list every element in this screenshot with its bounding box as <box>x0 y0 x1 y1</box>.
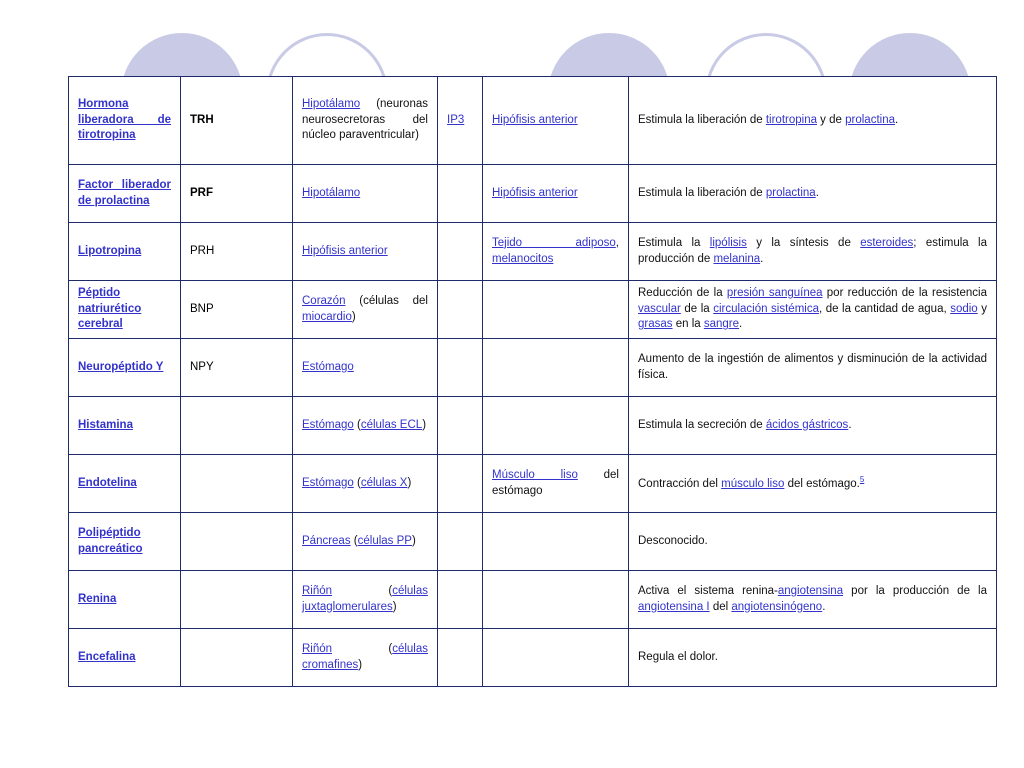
cell-text: del <box>709 600 732 613</box>
wiki-link[interactable]: Páncreas <box>302 534 351 547</box>
wiki-link[interactable]: células PP <box>357 534 412 547</box>
wiki-link[interactable]: melanocitos <box>492 252 554 265</box>
mechanism-cell <box>438 281 483 339</box>
wiki-link[interactable]: angiotensinógeno <box>731 600 823 613</box>
wiki-link[interactable]: células cromafines <box>302 642 428 671</box>
cell-text: ; estimula la producción de <box>638 236 987 265</box>
hormone-name-link[interactable]: Lipotropina <box>78 244 142 257</box>
cell-text: . <box>895 113 899 126</box>
abbreviation-cell <box>181 571 293 629</box>
target-cell <box>483 223 629 281</box>
effect-cell <box>629 629 997 687</box>
cell-text: ( <box>353 476 361 489</box>
table-row <box>69 165 997 223</box>
abbreviation-cell <box>181 455 293 513</box>
cell-text: Activa el sistema renina- <box>638 584 778 597</box>
hormone-table <box>68 76 997 687</box>
wiki-link[interactable]: IP3 <box>447 113 465 126</box>
table-row <box>69 223 997 281</box>
hormone-name-link[interactable]: Histamina <box>78 418 133 431</box>
abbreviation-cell <box>181 513 293 571</box>
wiki-link[interactable]: Estómago <box>302 418 354 431</box>
mechanism-cell <box>438 77 483 165</box>
wiki-link[interactable]: Estómago <box>302 360 354 373</box>
target-cell <box>483 397 629 455</box>
wiki-link[interactable]: sangre <box>703 318 740 331</box>
wiki-link[interactable]: células juxtaglomerulares <box>302 584 428 613</box>
wiki-link[interactable]: Riñón <box>302 584 333 597</box>
effect-cell <box>629 571 997 629</box>
mechanism-cell <box>438 165 483 223</box>
hormone-name-cell <box>69 455 181 513</box>
wiki-link[interactable]: miocardio <box>302 310 352 323</box>
abbreviation-cell <box>181 629 293 687</box>
mechanism-cell <box>438 629 483 687</box>
origin-cell <box>293 281 438 339</box>
cell-text: ( <box>350 534 358 547</box>
cell-text: Aumento de la ingestión de alimentos y disminución de la actividad física. <box>638 352 987 381</box>
hormone-name-cell <box>69 165 181 223</box>
wiki-link[interactable]: Músculo liso <box>492 468 578 481</box>
wiki-link[interactable]: angiotensina <box>777 584 844 597</box>
effect-cell <box>629 77 997 165</box>
wiki-link[interactable]: vascular <box>638 302 681 315</box>
table-row <box>69 629 997 687</box>
hormone-name-link[interactable]: Neuropéptido Y <box>78 360 164 373</box>
table-row <box>69 281 997 339</box>
cell-text: del estómago <box>492 468 619 497</box>
effect-cell <box>629 513 997 571</box>
cell-text: ( <box>332 642 393 655</box>
cell-text: ) <box>411 534 416 547</box>
wiki-link[interactable]: circulación sistémica <box>713 302 819 315</box>
origin-cell <box>293 77 438 165</box>
origin-cell <box>293 339 438 397</box>
wiki-link[interactable]: Estómago <box>302 476 354 489</box>
cell-text: Contracción del <box>638 477 722 490</box>
hormone-name-cell <box>69 77 181 165</box>
cell-text: Estimula la liberación de <box>638 186 766 199</box>
origin-cell <box>293 571 438 629</box>
cell-text: . <box>848 418 852 431</box>
hormone-name-cell <box>69 339 181 397</box>
cell-text: . <box>822 600 826 613</box>
cell-text: del estómago. <box>784 477 860 490</box>
wiki-link[interactable]: ácidos gástricos <box>765 418 849 431</box>
table-row <box>69 513 997 571</box>
wiki-link[interactable]: presión sanguínea <box>726 287 823 300</box>
wiki-link[interactable]: Riñón <box>302 642 333 655</box>
mechanism-cell <box>438 513 483 571</box>
hormone-name-cell <box>69 281 181 339</box>
cell-text: y <box>977 302 987 315</box>
origin-cell <box>293 397 438 455</box>
cell-text: ) <box>351 310 356 323</box>
effect-cell <box>629 223 997 281</box>
cell-text: , <box>615 236 619 249</box>
cell-text: ( <box>332 584 393 597</box>
cell-text: Estimula la liberación de <box>638 113 766 126</box>
target-cell <box>483 77 629 165</box>
wiki-link[interactable]: células ECL <box>360 418 423 431</box>
wiki-link[interactable]: angiotensina I <box>638 600 710 613</box>
cell-text: y de <box>816 113 846 126</box>
target-cell <box>483 513 629 571</box>
cell-text: . <box>739 318 743 331</box>
cell-text: por reducción de la resistencia <box>822 287 987 300</box>
cell-text: ) <box>422 418 427 431</box>
wiki-link[interactable]: células X <box>360 476 408 489</box>
wiki-link[interactable]: melanina <box>713 252 761 265</box>
wiki-link[interactable]: Hipotálamo <box>302 186 361 199</box>
cell-text: de la <box>680 302 714 315</box>
cell-text: . <box>815 186 819 199</box>
hormone-table-body <box>69 77 997 687</box>
table-row <box>69 77 997 165</box>
target-cell <box>483 629 629 687</box>
mechanism-cell <box>438 339 483 397</box>
hormone-name-link[interactable]: Hormona liberadora de tirotropina <box>78 98 171 142</box>
wiki-link[interactable]: prolactina <box>845 113 895 126</box>
hormone-name-link[interactable]: Polipéptido pancreático <box>78 526 143 555</box>
cell-text: ) <box>407 476 412 489</box>
cell-text: y la síntesis de <box>746 236 861 249</box>
wiki-link[interactable]: Corazón <box>302 294 346 307</box>
wiki-link[interactable]: Hipófisis anterior <box>492 186 578 199</box>
table-row <box>69 339 997 397</box>
cell-text: por la producción de la <box>843 584 987 597</box>
abbreviation-cell: BNP <box>181 281 293 339</box>
cell-text: Reducción de la <box>638 287 727 300</box>
target-cell <box>483 165 629 223</box>
effect-cell <box>629 397 997 455</box>
abbreviation-cell: NPY <box>181 339 293 397</box>
cell-text: (células del <box>345 294 428 307</box>
origin-cell <box>293 223 438 281</box>
hormone-name-cell <box>69 513 181 571</box>
hormone-name-link[interactable]: Encefalina <box>78 650 136 663</box>
effect-cell <box>629 165 997 223</box>
wiki-link[interactable]: Hipotálamo <box>302 98 361 111</box>
cell-text: . <box>760 252 764 265</box>
cell-text: ( <box>353 418 361 431</box>
mechanism-cell <box>438 223 483 281</box>
origin-cell <box>293 629 438 687</box>
effect-cell <box>629 339 997 397</box>
hormone-name-cell <box>69 397 181 455</box>
footnote-link[interactable]: 5 <box>859 474 865 484</box>
abbreviation-cell: PRF <box>181 165 293 223</box>
mechanism-cell <box>438 455 483 513</box>
wiki-link[interactable]: sodio <box>950 302 978 315</box>
wiki-link[interactable]: Tejido adiposo <box>492 236 616 249</box>
hormone-name-cell <box>69 223 181 281</box>
table-row <box>69 397 997 455</box>
effect-cell <box>629 455 997 513</box>
hormone-name-cell <box>69 629 181 687</box>
wiki-link[interactable]: músculo liso <box>721 477 785 490</box>
wiki-link[interactable]: Hipófisis anterior <box>492 113 578 126</box>
cell-text: Desconocido. <box>638 534 708 547</box>
cell-text: en la <box>672 318 704 331</box>
target-cell <box>483 571 629 629</box>
wiki-link[interactable]: esteroides <box>860 236 914 249</box>
wiki-link[interactable]: prolactina <box>765 186 816 199</box>
mechanism-cell <box>438 571 483 629</box>
abbreviation-cell: PRH <box>181 223 293 281</box>
cell-text: , de la cantidad de agua, <box>818 302 951 315</box>
mechanism-cell <box>438 397 483 455</box>
cell-text: (neuronas neurosecretoras del núcleo paraventricular) <box>302 98 428 142</box>
table-row <box>69 571 997 629</box>
origin-cell <box>293 455 438 513</box>
abbreviation-cell: TRH <box>181 77 293 165</box>
abbreviation-cell <box>181 397 293 455</box>
target-cell <box>483 339 629 397</box>
target-cell <box>483 455 629 513</box>
wiki-link[interactable]: lipólisis <box>709 236 747 249</box>
cell-text: ) <box>392 600 397 613</box>
hormone-name-cell <box>69 571 181 629</box>
cell-text: Estimula la secreción de <box>638 418 766 431</box>
cell-text: Estimula la <box>638 236 710 249</box>
origin-cell <box>293 165 438 223</box>
wiki-link[interactable]: Hipófisis anterior <box>302 244 388 257</box>
wiki-link[interactable]: tirotropina <box>765 113 817 126</box>
wiki-link[interactable]: grasas <box>638 318 673 331</box>
origin-cell <box>293 513 438 571</box>
cell-text: Regula el dolor. <box>638 650 718 663</box>
hormone-name-link[interactable]: Renina <box>78 592 117 605</box>
hormone-name-link[interactable]: Péptido natriurético cerebral <box>78 287 142 331</box>
target-cell <box>483 281 629 339</box>
effect-cell <box>629 281 997 339</box>
hormone-name-link[interactable]: Factor liberador de prolactina <box>78 178 171 207</box>
cell-text: ) <box>358 658 363 671</box>
hormone-name-link[interactable]: Endotelina <box>78 476 137 489</box>
table-row <box>69 455 997 513</box>
